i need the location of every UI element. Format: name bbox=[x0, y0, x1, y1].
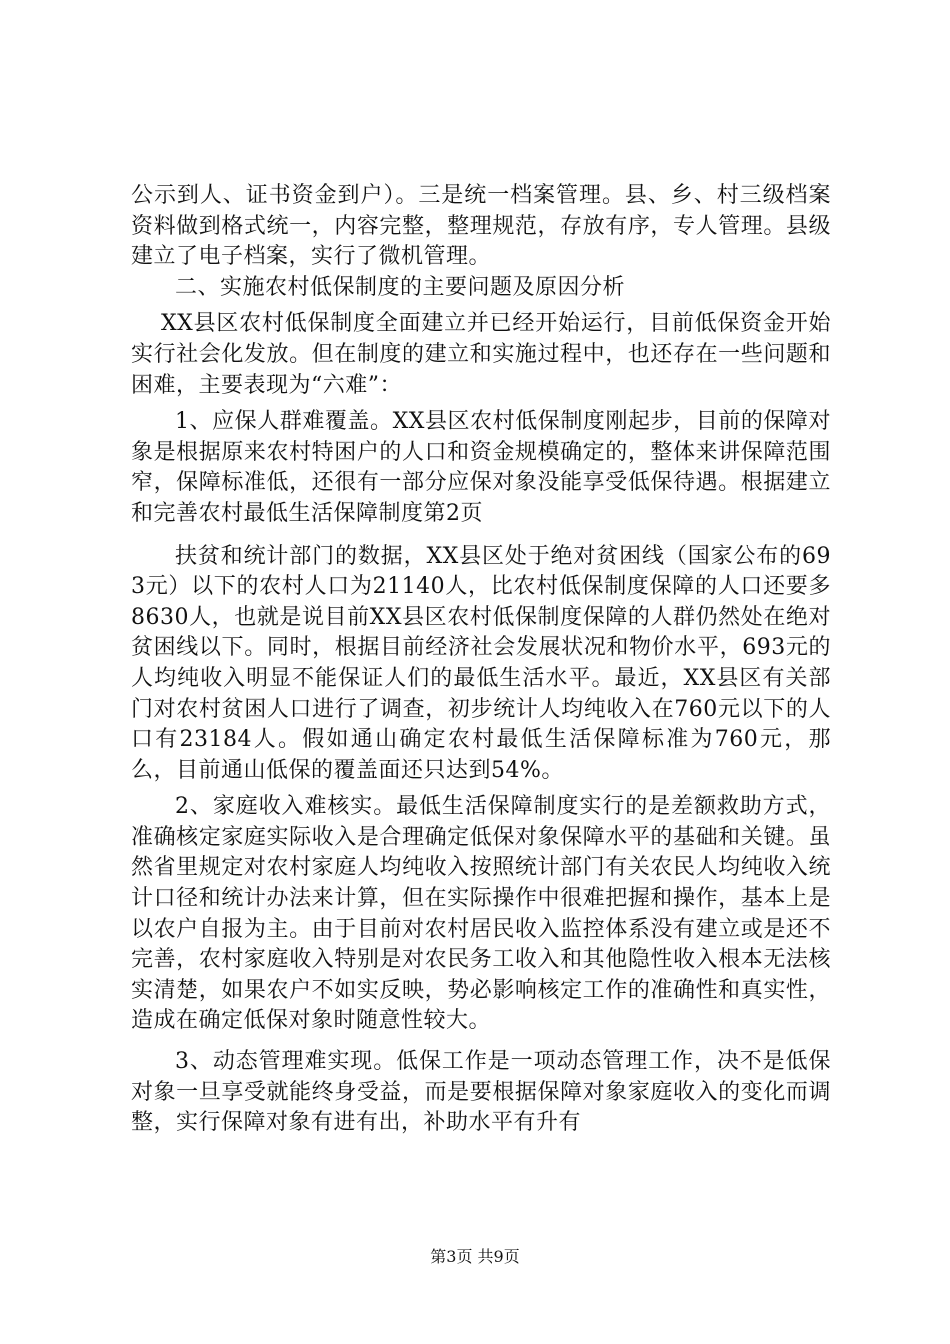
paragraph-intro-six-difficulties: XX县区农村低保制度全面建立并已经开始运行，目前低保资金开始实行社会化发放。但在制度的建立和实施过程中，也还存在一些问题和困难，主要表现为“六难”： bbox=[131, 311, 831, 398]
paragraph-archive-management: 公示到人、证书资金到户）。三是统一档案管理。县、乡、村三级档案资料做到格式统一，内容完整，整理规范，存放有序，专人管理。县级建立了电子档案，实行了微机管理。 bbox=[131, 183, 831, 270]
paragraph-dynamic-management: 3、动态管理难实现。低保工作是一项动态管理工作，决不是低保对象一旦享受就能终身受益，而是要根据保障对象家庭收入的变化而调整，实行保障对象有进有出，补助水平有升有 bbox=[131, 1049, 831, 1136]
document-body bbox=[131, 181, 831, 1139]
paragraph-poverty-statistics: 扶贫和统计部门的数据，XX县区处于绝对贫困线（国家公布的693元）以下的农村人口为21140人，比农村低保制度保障的人口还要多8630人，也就是说目前XX县区农村低保制度保障的人群仍然处在绝对贫困线以下。同时，根据目前经济社会发展状况和物价水平，693元的人均纯收入明显不能保证人们的最低生活水平。最近，XX县区有关部门对农村贫困人口进行了调查，初步统计人均纯收入在760元以下的人口有23184人。假如通山确定农村最低生活保障标准为760元，那么，目前通山低保的覆盖面还只达到54%。 bbox=[131, 543, 831, 783]
section-heading-problems: 二、实施农村低保制度的主要问题及原因分析 bbox=[175, 274, 626, 300]
paragraph-coverage-difficulty: 1、应保人群难覆盖。XX县区农村低保制度刚起步，目前的保障对象是根据原来农村特困户的人口和资金规模确定的，整体来讲保障范围窄，保障标准低，还很有一部分应保对象没能享受低保待遇。根据建立和完善农村最低生活保障制度第2页 bbox=[131, 409, 831, 526]
page-footer: 第3页 共9页 bbox=[430, 1247, 520, 1266]
paragraph-income-verification: 2、家庭收入难核实。最低生活保障制度实行的是差额救助方式，准确核定家庭实际收入是合理确定低保对象保障水平的基础和关键。虽然省里规定对农村家庭人均纯收入按照统计部门有关农民人均纯收入统计口径和统计办法来计算，但在实际操作中很难把握和操作，基本上是以农户自报为主。由于目前对农村居民收入监控体系没有建立或是还不完善，农村家庭收入特别是对农民务工收入和其他隐性收入根本无法核实清楚，如果农户不如实反映，势必影响核定工作的准确性和真实性，造成在确定低保对象时随意性较大。 bbox=[131, 794, 831, 1034]
